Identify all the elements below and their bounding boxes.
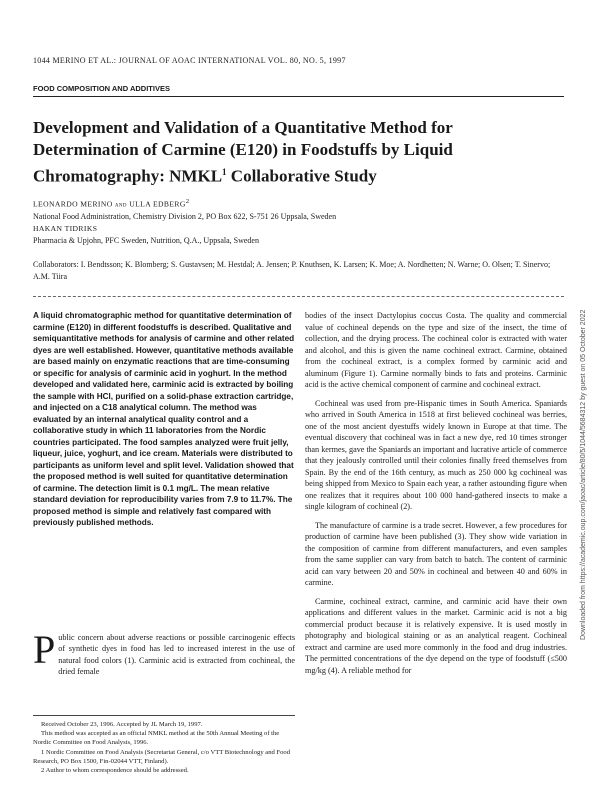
footnote-divider xyxy=(33,715,295,716)
title-main: Development and Validation of a Quantitative Method for Determination of Carmine (E120) in Foodstuffs by Liquid Chromatography: NMKL xyxy=(33,118,453,186)
introduction-text: ublic concern about adverse reactions or possible carcinogenic effects of synthetic dyes in food has led to increased interest in the use of natural food colors (1). Carminic acid is extracted from cochineal, the dried female xyxy=(58,633,295,676)
footnote-accepted: This method was accepted as an official NMKL method at the 50th Annual Meeting of the Nordic Committee on Food Analysis, 1996. xyxy=(33,730,280,747)
section-divider xyxy=(33,96,564,97)
collaborators: Collaborators: I. Bendtsson; K. Blomberg; S. Gustavsen; M. Hestdal; A. Jensen; P. Knuthsen, K. Larsen; K. Moe; A. Nordhetten; N. Warne; O. Olsen; T. Sinervo; A.M. Tiira xyxy=(33,260,551,281)
affiliation-1: National Food Administration, Chemistry Division 2, PO Box 622, S-751 26 Uppsala, Sweden xyxy=(33,211,337,221)
body-paragraph: Carmine, cochineal extract, carmine, and carminic acid have their own applications and different values in the market. Carminic acid is not a big commercial product because it is relatively expensive. It is used mostly in photography and biological staining or as an analytical reagent. Cochineal extract and carmine are used more commonly in the food and drug industries. The permitted concentrations of the dye depend on the type of foodstuff (≤500 mg/kg (4). A reliable method for xyxy=(305,596,567,675)
footnote-committee: 1 Nordic Committee on Food Analysis (Secretariat General, c/o VTT Biotechnology and Food Research, PO Box 1500, Fin-02044 VTT, Finland). xyxy=(33,748,290,765)
download-watermark: Downloaded from https://academic.oup.com/jaoac/article/80/5/1044/5684312 by guest on 05 October 2022 xyxy=(580,309,587,640)
body-paragraph: The manufacture of carmine is a trade secret. However, a few procedures for production of carmine have been published (3). They show wide variation in the composition of carmine from different manufacturers, and even samples from the same supplier can vary from batch to batch. The content of carminic acid can vary between 20 and 50% in cochineal and between 40 and 60% in carmine. xyxy=(305,520,567,587)
footnotes xyxy=(33,720,295,775)
footnote-correspondence: 2 Author to whom correspondence should be addressed. xyxy=(41,767,189,775)
running-head: 1044 MERINO ET AL.: JOURNAL OF AOAC INTERNATIONAL VOL. 80, NO. 5, 1997 xyxy=(33,56,346,65)
footnote-received: Received October 23, 1996. Accepted by JL March 19, 1997. xyxy=(41,721,203,728)
title-tail: Collaborative Study xyxy=(226,166,377,186)
affiliation-2: Pharmacia & Upjohn, PFC Sweden, Nutrition, Q.A., Uppsala, Sweden xyxy=(33,235,259,245)
right-column xyxy=(305,310,567,683)
body-paragraph: Cochineal was used from pre-Hispanic times in South America. Spaniards who arrived in South America in 1518 at first believed cochineal was berries, one of the most ancient dyestuffs widely known in Europe at that time. The eventual discovery that cochineal was in fact a new dye, red 10 times stronger than kermes, gave the Spaniards an important and lucrative article of commerce that they jealously controlled until their colonies finally freed themselves from Spain. By the end of the 16th century, as much as 250 000 kg cochineal was being shipped from Mexico to Spain each year, a rather astounding figure when one realizes that it requires about 100 000 hand-gathered insects to make a single kilogram of cochineal (2). xyxy=(305,398,567,511)
drop-cap: P xyxy=(33,627,56,672)
article-title xyxy=(33,117,553,188)
section-label: FOOD COMPOSITION AND ADDITIVES xyxy=(33,84,170,93)
abstract: A liquid chromatographic method for quantitative determination of carmine (E120) in different foodstuffs is described. Qualitative and semiquantitative methods for analysis of carmine and other related dyes are well established. However, quantitative methods available are based mainly on enzymatic reactions that are time-consuming or specific for analysis of carminic acid in yoghurt. In the method developed and validated here, carminic acid is extracted by boiling the sample with HCl, purified on a solid-phase extraction cartridge, and injected on a C18 analytical column. The method was evaluated by an internal analytical quality control and a collaborative study in which 11 laboratories from the Nordic countries participated. The food samples analyzed were fruit jelly, liqueur, juice, yoghurt, and ice cream. Materials were distributed to participants as uniform level and split level. Validation showed that the proposed method is well suited for quantitative determination of carmine. The detection limit is 0.1 mg/L. The mean relative standard deviation for reproducibility varies from 7.9 to 11.7%. The proposed method is simple and relatively fast compared with previously published methods. xyxy=(33,311,295,527)
body-paragraph: bodies of the insect Dactylopius coccus Costa. The quality and commercial value of cochineal depends on the type and size of the insect, the time of collection, and the drying process. The cochineal color is extracted with water and alcohol, and this is given the name cochineal extract. Carmine, obtained from the cochineal extract, is a complex formed by carminic acid and aluminum (Figure 1). Carmine normally binds to fats and proteins. Carminic acid is the active chemical component of carmine and cochineal extract. xyxy=(305,311,567,389)
author-names-1: LEONARDO MERINO and ULLA EDBERG xyxy=(33,199,186,209)
abstract-divider xyxy=(33,296,564,297)
author-block xyxy=(33,196,553,247)
title-footnote-mark: 1 xyxy=(222,167,227,177)
author-footnote-mark: 2 xyxy=(185,198,190,205)
introduction-paragraph xyxy=(33,627,295,677)
author-names-2: HAKAN TIDRIKS xyxy=(33,223,98,233)
